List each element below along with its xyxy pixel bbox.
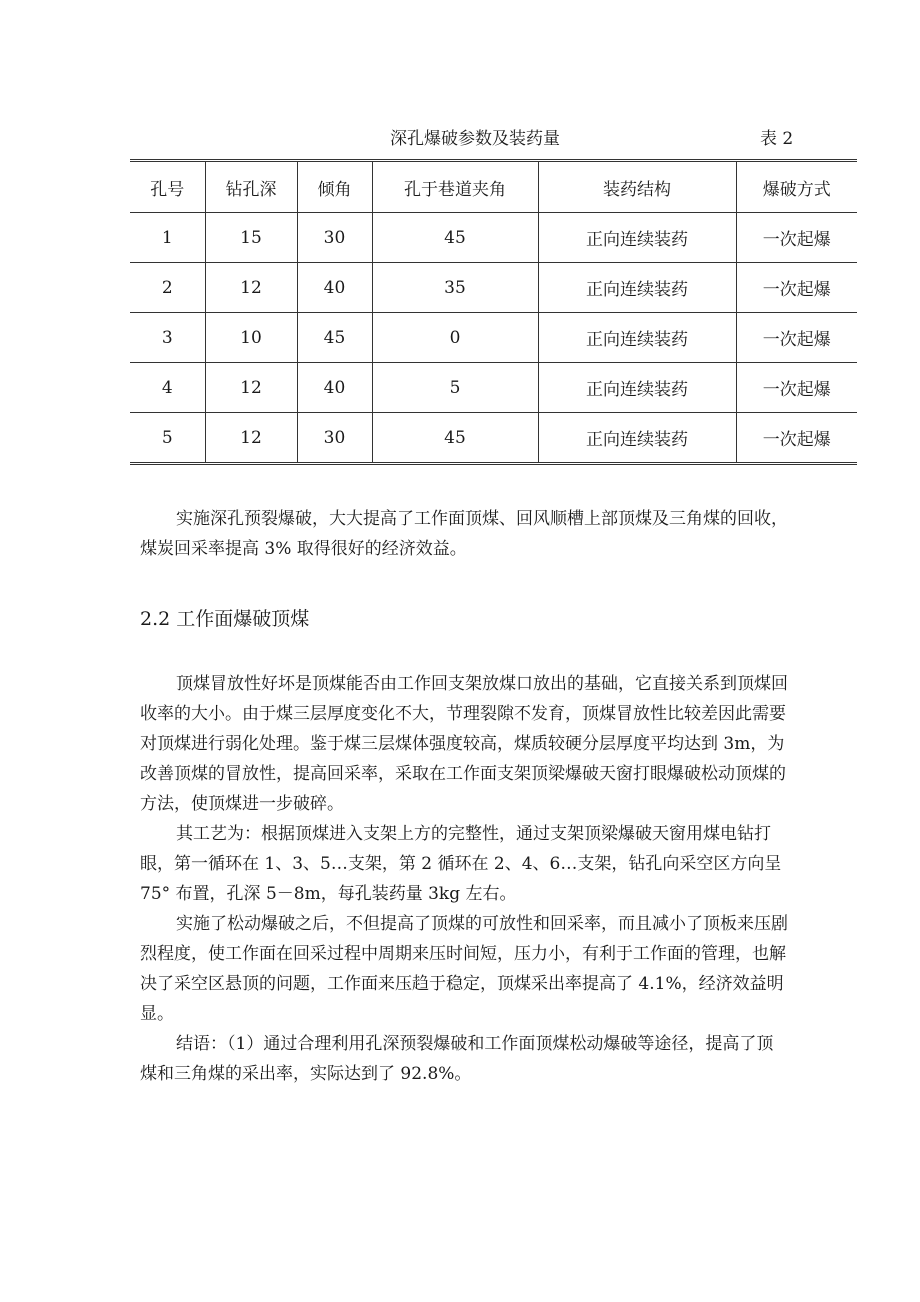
table-row [130,213,857,263]
header-blast-method: 爆破方式 [736,161,857,213]
cell-drill-depth: 12 [205,413,297,464]
header-drill-depth: 钻孔深 [205,161,297,213]
table-row [130,313,857,363]
cell-drill-depth: 12 [205,363,297,413]
cell-hole-number: 2 [130,263,205,313]
paragraph-process [140,819,790,909]
cell-roadway-angle: 45 [372,413,538,464]
blasting-parameters-table [130,159,857,465]
cell-blast-method: 一次起爆 [736,213,857,263]
cell-charge-structure: 正向连续装药 [538,263,736,313]
paragraph-loosening-blast [140,909,790,1029]
paragraph-text: 结语：（1）通过合理利用孔深预裂爆破和工作面顶煤松动爆破等途径，提高了顶煤和三角煤的采出率，实际达到了 92.8%。 [140,1034,774,1084]
cell-roadway-angle: 0 [372,313,538,363]
cell-charge-structure: 正向连续装药 [538,413,736,464]
section-heading: 2.2 工作面爆破顶煤 [140,608,310,630]
paragraph-text: 其工艺为：根据顶煤进入支架上方的完整性，通过支架顶梁爆破天窗用煤电钻打眼，第一循环在 1、3、5…支架，第 2 循环在 2、4、6…支架，钻孔向采空区方向呈 75° 布置，孔深 5－8m，每孔装药量 3kg 左右。 [140,824,782,904]
paragraph-deep-hole-result [140,504,790,564]
cell-roadway-angle: 45 [372,213,538,263]
header-roadway-angle: 孔于巷道夹角 [372,161,538,213]
table-number: 表 2 [760,129,794,149]
cell-roadway-angle: 5 [372,363,538,413]
cell-blast-method: 一次起爆 [736,313,857,363]
cell-drill-depth: 12 [205,263,297,313]
cell-blast-method: 一次起爆 [736,413,857,464]
paragraph-text: 实施深孔预裂爆破，大大提高了工作面顶煤、回风顺槽上部顶煤及三角煤的回收，煤炭回采率提高 3% 取得很好的经济效益。 [140,509,788,559]
header-charge-structure: 装药结构 [538,161,736,213]
cell-charge-structure: 正向连续装药 [538,213,736,263]
paragraph-roof-coal [140,669,790,819]
cell-blast-method: 一次起爆 [736,263,857,313]
header-hole-number: 孔号 [130,161,205,213]
cell-inclination: 45 [297,313,372,363]
cell-inclination: 30 [297,213,372,263]
table-row [130,263,857,313]
table-row [130,413,857,464]
header-inclination: 倾角 [297,161,372,213]
table-header-row [130,161,857,213]
cell-hole-number: 1 [130,213,205,263]
cell-inclination: 40 [297,363,372,413]
cell-hole-number: 3 [130,313,205,363]
cell-charge-structure: 正向连续装药 [538,363,736,413]
cell-hole-number: 4 [130,363,205,413]
cell-roadway-angle: 35 [372,263,538,313]
paragraph-conclusion [140,1029,790,1089]
paragraph-text: 顶煤冒放性好坏是顶煤能否由工作回支架放煤口放出的基础，它直接关系到顶煤回收率的大小。由于煤三层厚度变化不大，节理裂隙不发育，顶煤冒放性比较差因此需要对顶煤进行弱化处理。鉴于煤三层煤体强度较高，煤质较硬分层厚度平均达到 3m，为改善顶煤的冒放性，提高回采率，采取在工作面支架顶梁爆破天窗打眼爆破松动顶煤的方法，使顶煤进一步破碎。 [140,674,788,814]
cell-charge-structure: 正向连续装药 [538,313,736,363]
cell-inclination: 30 [297,413,372,464]
table-title: 深孔爆破参数及装药量 [390,129,560,149]
cell-blast-method: 一次起爆 [736,363,857,413]
cell-hole-number: 5 [130,413,205,464]
paragraph-text: 实施了松动爆破之后，不但提高了顶煤的可放性和回采率，而且减小了顶板来压剧烈程度，使工作面在回采过程中周期来压时间短，压力小，有利于工作面的管理，也解决了采空区悬顶的问题，工作面来压趋于稳定，顶煤采出率提高了 4.1%，经济效益明显。 [140,914,788,1024]
cell-inclination: 40 [297,263,372,313]
cell-drill-depth: 15 [205,213,297,263]
table-caption [130,124,857,150]
cell-drill-depth: 10 [205,313,297,363]
table-row [130,363,857,413]
